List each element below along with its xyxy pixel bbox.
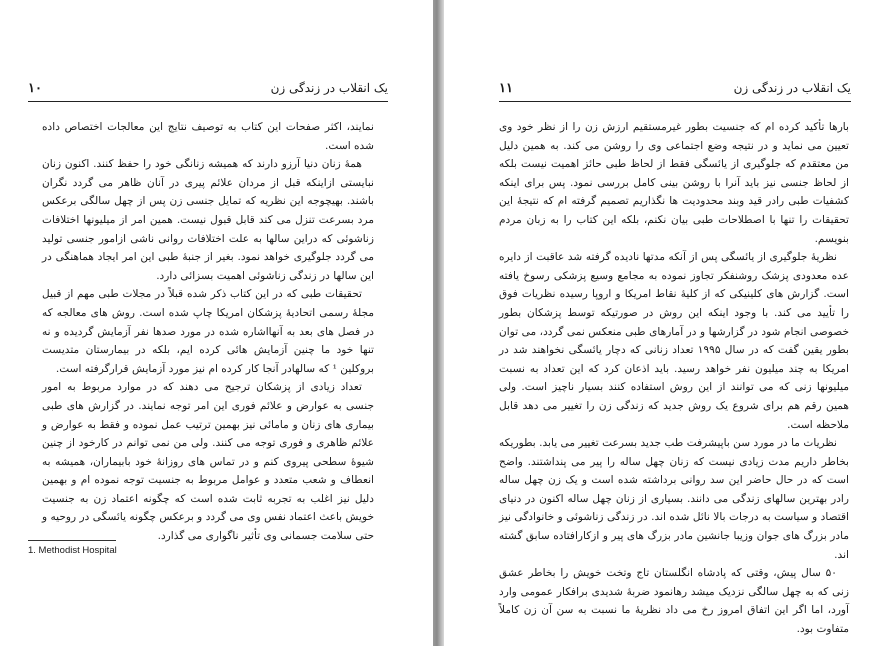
right-paragraph-2: نظریهٔ جلوگیری از یائسگی پس از آنکه مدتها نادیده گرفته شد عاقبت از دایره عده معدودی پزشک روشنفکر تجاوز نموده به مجامع وسیع پزشکی رسوخ یافته است. گزارش های کلینیکی که از کلیهٔ نقاط امریکا و اروپا رسیده نظریات فوق را تأیید می کند. با وجود اینکه این روش در صورتیکه توسط پزشکان بطور خصوصی انجام شود در گزارشها و در آمارهای طبی منعکس نمی گردد، می توان بطور یقین گفت که در سال ۱۹۹۵ تعداد زنانی که دچار یائسگی نخواهند شد در امریکا به چند میلیون نفر خواهد رسید. باید اذعان کرد که این تعداد به نسبت میلیونها زنی که می توانند از این روش استفاده کنند بسیار ناچیز است. ولی همین رقم هم برای شروع یک روش جدید که زندگی زن را تغییر می دهد قابل ملاحظه است.	[499, 251, 849, 431]
footnote-rule	[28, 540, 116, 541]
left-page-body	[42, 118, 374, 546]
right-header-rule	[499, 101, 851, 102]
right-page-header	[499, 78, 851, 98]
right-paragraph-4: ۵۰ سال پیش، وقتی که پادشاه انگلستان تاج وتخت خویش را بخاطر عشق زنی که به چهل سالگی نزدیک میشد رهانمود ضربهٔ شدیدی برافکار عمومی وارد آورد، اما اگر این اتفاق امروز رخ می داد نظریهٔ ما نسبت به سن آن زن کاملاً متفاوت بود.	[499, 567, 849, 636]
right-page-body	[499, 118, 849, 639]
right-running-title: یک انقلاب در زندگی زن	[733, 81, 851, 95]
right-page	[444, 0, 879, 646]
right-page-number: ۱۱	[499, 80, 513, 96]
right-paragraph-1: بارها تأکید کرده ام که جنسیت بطور غیرمستقیم ارزش زن را از نظر خود وی تعیین می نماید و در نتیجه وضع اجتماعی وی را روشن می کند. به همین دلیل من معتقدم که جلوگیری از یائسگی فقط از لحاظ طبی حائز اهمیت نیست بلکه از لحاظ جنسی نیز باید آنرا با روشن بینی کامل بررسی نمود. پس برای اینکه کشفیات طبی رادر قید وبند محدودیت ها نگذاریم تصمیم گرفته ام که نتیجهٔ این تحقیقات را تنها با اصطلاحات طبی بیان نکنم، بلکه این کتاب را به زبان مردم بنویسم.	[499, 121, 849, 245]
left-paragraph-2: همهٔ زنان دنیا آرزو دارند که همیشه زنانگی خود را حفظ کنند. اکنون زنان نبایستی ازاینکه قبل از مردان علائم پیری در آنان ظاهر می گردد نگران باشند. بهیچوجه این نظریه که تمایل جنسی زن پس از چهل سالگی برعکس مرد بسرعت تنزل می کند قابل قبول نیست. همین امر از میلیونها اختلافات زناشوئی که دراین سالها به علت اختلافات روانی ناشی ازامور جنسی تولید می گردد جلوگیری خواهد نمود. بغیر از جنبهٔ طبی این امر ایجاد هماهنگی در این سالها در زندگی زناشوئی اهمیت بسزائی دارد.	[42, 158, 374, 282]
left-paragraph-4: تعداد زیادی از پزشکان ترجیح می دهند که در موارد مربوط به امور جنسی به عوارض و علائم فوری این امر توجه نمایند. در گزارش های طبی بیماری های زنان و مامائی نیز بهمین ترتیب عمل نموده و فقط به عوارض و علائم ظاهری و فوری توجه می کنند. ولی من نمی توانم در کارخود از چنین شیوهٔ سطحی پیروی کنم و در تماس های روزانهٔ خود بابیماران، همیشه به انعطاف و شعب متعدد و عوامل مربوط به جنسیت توجه نموده ام و بهمین دلیل نیز اغلب به تجربه ثابت شده است که چگونه اعتماد زن به جنسیت خویش باعث اعتماد نفس وی می گردد و برعکس چگونه یائسگی در روحیه و حتی سلامت جسمانی وی تأثیر ناگواری می گذارد.	[42, 381, 374, 543]
left-paragraph-3: تحقیقات طبی که در این کتاب ذکر شده قبلاً در مجلات طبی مهم از قبیل مجلهٔ رسمی اتحادیهٔ پزشکان امریکا چاپ شده است. روش های معالجه که در فصل های بعد به آنهااشاره شده در مورد صدها نفر آزمایش گردیده و نه تنها خود ما چنین آزمایش هائی کرده ایم، بلکه در بیمارستان متدیست بروکلین ¹ که سالهادر آنجا کار کرده ام نیز مورد آزمایش قرارگرفته است.	[42, 288, 374, 375]
footnote: 1. Methodist Hospital	[28, 545, 117, 556]
left-page	[0, 0, 433, 646]
left-paragraph-1: نمایند، اکثر صفحات این کتاب به توصیف نتایج این معالجات اختصاص داده شده است.	[42, 121, 374, 152]
left-running-title: یک انقلاب در زندگی زن	[270, 81, 388, 95]
left-page-number: ۱۰	[28, 80, 42, 96]
book-gutter	[433, 0, 444, 646]
right-paragraph-3: نظریات ما در مورد سن باپیشرفت طب جدید بسرعت تغییر می یابد. بطوریکه بخاطر داریم مدت زیادی نیست که زنان چهل ساله را پیر می پنداشتند. واضح است که در حال حاضر این سد روانی برداشته شده است و یک زن چهل ساله رادر بهترین سالهای زندگی می دانند. بسیاری از زنان چهل ساله اکنون در دنیای اقتصاد و سیاست به درجات بالا نائل شده اند. در زندگی زناشوئی و خانوادگی نیز مادر بزرگ های جوان وزیبا جانشین مادر بزرگ های پیر و ازکارافتاده سابق گشته اند.	[499, 437, 849, 561]
left-header-rule	[28, 101, 388, 102]
left-page-header	[28, 78, 388, 98]
